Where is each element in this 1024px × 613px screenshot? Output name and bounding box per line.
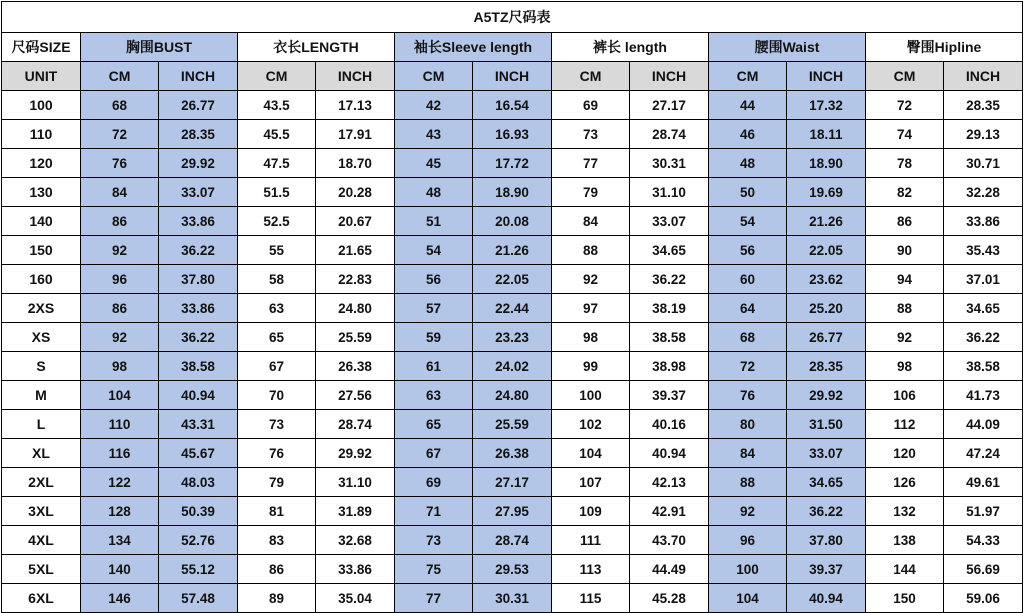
value-cell: 38.58 — [630, 323, 709, 352]
value-cell: 97 — [552, 294, 630, 323]
header-row — [2, 33, 1023, 62]
value-cell: 44.09 — [944, 410, 1023, 439]
value-cell: 150 — [866, 584, 944, 613]
value-cell: 45.28 — [630, 584, 709, 613]
size-cell: 110 — [2, 120, 81, 149]
size-cell: 150 — [2, 236, 81, 265]
value-cell: 79 — [552, 178, 630, 207]
value-cell: 34.65 — [630, 236, 709, 265]
value-cell: 31.10 — [316, 468, 395, 497]
value-cell: 68 — [709, 323, 787, 352]
value-cell: 98 — [552, 323, 630, 352]
value-cell: 45.67 — [159, 439, 238, 468]
value-cell: 45 — [395, 149, 473, 178]
size-header: 尺码SIZE — [2, 33, 81, 62]
value-cell: 22.83 — [316, 265, 395, 294]
title-row — [2, 2, 1023, 33]
size-cell: 100 — [2, 91, 81, 120]
value-cell: 140 — [81, 555, 159, 584]
value-cell: 52.76 — [159, 526, 238, 555]
value-cell: 138 — [866, 526, 944, 555]
value-cell: 38.58 — [159, 352, 238, 381]
value-cell: 86 — [238, 555, 316, 584]
value-cell: 19.69 — [787, 178, 866, 207]
value-cell: 31.50 — [787, 410, 866, 439]
value-cell: 110 — [81, 410, 159, 439]
value-cell: 90 — [866, 236, 944, 265]
unit-inch: INCH — [159, 62, 238, 91]
value-cell: 126 — [866, 468, 944, 497]
value-cell: 40.94 — [787, 584, 866, 613]
value-cell: 44 — [709, 91, 787, 120]
value-cell: 49.61 — [944, 468, 1023, 497]
value-cell: 84 — [709, 439, 787, 468]
value-cell: 37.80 — [787, 526, 866, 555]
value-cell: 88 — [552, 236, 630, 265]
value-cell: 33.86 — [159, 294, 238, 323]
table-row — [2, 294, 1023, 323]
value-cell: 70 — [238, 381, 316, 410]
value-cell: 48.03 — [159, 468, 238, 497]
value-cell: 92 — [709, 497, 787, 526]
table-row — [2, 236, 1023, 265]
value-cell: 76 — [238, 439, 316, 468]
value-cell: 74 — [866, 120, 944, 149]
value-cell: 64 — [709, 294, 787, 323]
value-cell: 78 — [866, 149, 944, 178]
value-cell: 33.07 — [787, 439, 866, 468]
value-cell: 72 — [866, 91, 944, 120]
value-cell: 29.13 — [944, 120, 1023, 149]
unit-cm: CM — [238, 62, 316, 91]
value-cell: 52.5 — [238, 207, 316, 236]
size-cell: 2XS — [2, 294, 81, 323]
table-row — [2, 468, 1023, 497]
value-cell: 89 — [238, 584, 316, 613]
value-cell: 23.23 — [473, 323, 552, 352]
value-cell: 17.13 — [316, 91, 395, 120]
table-row — [2, 323, 1023, 352]
value-cell: 56.69 — [944, 555, 1023, 584]
value-cell: 92 — [552, 265, 630, 294]
unit-cm: CM — [395, 62, 473, 91]
table-row — [2, 120, 1023, 149]
value-cell: 92 — [81, 236, 159, 265]
value-cell: 98 — [81, 352, 159, 381]
size-cell: XL — [2, 439, 81, 468]
value-cell: 40.94 — [630, 439, 709, 468]
value-cell: 31.10 — [630, 178, 709, 207]
size-cell: 2XL — [2, 468, 81, 497]
value-cell: 20.28 — [316, 178, 395, 207]
value-cell: 18.90 — [787, 149, 866, 178]
value-cell: 23.62 — [787, 265, 866, 294]
group-header: 胸围BUST — [81, 33, 238, 62]
value-cell: 104 — [81, 381, 159, 410]
value-cell: 24.80 — [473, 381, 552, 410]
value-cell: 27.17 — [473, 468, 552, 497]
table-row — [2, 497, 1023, 526]
value-cell: 24.02 — [473, 352, 552, 381]
value-cell: 81 — [238, 497, 316, 526]
value-cell: 113 — [552, 555, 630, 584]
value-cell: 77 — [395, 584, 473, 613]
value-cell: 29.92 — [159, 149, 238, 178]
value-cell: 94 — [866, 265, 944, 294]
value-cell: 109 — [552, 497, 630, 526]
value-cell: 27.17 — [630, 91, 709, 120]
unit-cm: CM — [81, 62, 159, 91]
value-cell: 67 — [395, 439, 473, 468]
value-cell: 33.86 — [159, 207, 238, 236]
value-cell: 24.80 — [316, 294, 395, 323]
table-row — [2, 555, 1023, 584]
size-chart-table — [1, 1, 1023, 613]
value-cell: 43.70 — [630, 526, 709, 555]
value-cell: 79 — [238, 468, 316, 497]
value-cell: 16.54 — [473, 91, 552, 120]
value-cell: 96 — [81, 265, 159, 294]
value-cell: 86 — [81, 207, 159, 236]
value-cell: 63 — [238, 294, 316, 323]
table-row — [2, 584, 1023, 613]
value-cell: 35.43 — [944, 236, 1023, 265]
value-cell: 58 — [238, 265, 316, 294]
value-cell: 33.07 — [630, 207, 709, 236]
table-row — [2, 381, 1023, 410]
value-cell: 20.67 — [316, 207, 395, 236]
value-cell: 36.22 — [159, 236, 238, 265]
value-cell: 46 — [709, 120, 787, 149]
value-cell: 107 — [552, 468, 630, 497]
value-cell: 55 — [238, 236, 316, 265]
value-cell: 37.01 — [944, 265, 1023, 294]
value-cell: 28.74 — [473, 526, 552, 555]
value-cell: 86 — [81, 294, 159, 323]
value-cell: 44.49 — [630, 555, 709, 584]
value-cell: 33.07 — [159, 178, 238, 207]
value-cell: 34.65 — [944, 294, 1023, 323]
value-cell: 116 — [81, 439, 159, 468]
value-cell: 57 — [395, 294, 473, 323]
table-row — [2, 439, 1023, 468]
value-cell: 115 — [552, 584, 630, 613]
size-cell: S — [2, 352, 81, 381]
value-cell: 37.80 — [159, 265, 238, 294]
value-cell: 72 — [709, 352, 787, 381]
unit-inch: INCH — [787, 62, 866, 91]
value-cell: 75 — [395, 555, 473, 584]
value-cell: 144 — [866, 555, 944, 584]
value-cell: 38.98 — [630, 352, 709, 381]
value-cell: 63 — [395, 381, 473, 410]
value-cell: 27.95 — [473, 497, 552, 526]
value-cell: 72 — [81, 120, 159, 149]
value-cell: 120 — [866, 439, 944, 468]
value-cell: 16.93 — [473, 120, 552, 149]
value-cell: 42.13 — [630, 468, 709, 497]
value-cell: 32.28 — [944, 178, 1023, 207]
value-cell: 92 — [866, 323, 944, 352]
size-cell: 130 — [2, 178, 81, 207]
group-header: 臀围Hipline — [866, 33, 1023, 62]
value-cell: 54.33 — [944, 526, 1023, 555]
value-cell: 65 — [238, 323, 316, 352]
value-cell: 51.97 — [944, 497, 1023, 526]
value-cell: 98 — [866, 352, 944, 381]
value-cell: 30.31 — [473, 584, 552, 613]
value-cell: 73 — [552, 120, 630, 149]
value-cell: 47.5 — [238, 149, 316, 178]
value-cell: 88 — [866, 294, 944, 323]
value-cell: 34.65 — [787, 468, 866, 497]
size-cell: XS — [2, 323, 81, 352]
value-cell: 51 — [395, 207, 473, 236]
value-cell: 31.89 — [316, 497, 395, 526]
value-cell: 36.22 — [630, 265, 709, 294]
table-row — [2, 410, 1023, 439]
value-cell: 28.74 — [316, 410, 395, 439]
value-cell: 39.37 — [630, 381, 709, 410]
chart-title: A5TZ尺码表 — [2, 2, 1023, 33]
value-cell: 76 — [709, 381, 787, 410]
value-cell: 104 — [552, 439, 630, 468]
value-cell: 111 — [552, 526, 630, 555]
value-cell: 36.22 — [159, 323, 238, 352]
value-cell: 29.53 — [473, 555, 552, 584]
value-cell: 96 — [709, 526, 787, 555]
value-cell: 25.59 — [473, 410, 552, 439]
value-cell: 65 — [395, 410, 473, 439]
value-cell: 86 — [866, 207, 944, 236]
value-cell: 73 — [238, 410, 316, 439]
value-cell: 92 — [81, 323, 159, 352]
group-header: 袖长Sleeve length — [395, 33, 552, 62]
value-cell: 33.86 — [944, 207, 1023, 236]
value-cell: 88 — [709, 468, 787, 497]
value-cell: 100 — [552, 381, 630, 410]
value-cell: 84 — [81, 178, 159, 207]
unit-cm: CM — [709, 62, 787, 91]
value-cell: 17.91 — [316, 120, 395, 149]
value-cell: 28.35 — [944, 91, 1023, 120]
value-cell: 82 — [866, 178, 944, 207]
value-cell: 32.68 — [316, 526, 395, 555]
value-cell: 43 — [395, 120, 473, 149]
group-header: 衣长LENGTH — [238, 33, 395, 62]
value-cell: 50.39 — [159, 497, 238, 526]
value-cell: 17.32 — [787, 91, 866, 120]
group-header: 裤长 length — [552, 33, 709, 62]
value-cell: 22.05 — [473, 265, 552, 294]
value-cell: 26.77 — [787, 323, 866, 352]
size-cell: M — [2, 381, 81, 410]
value-cell: 84 — [552, 207, 630, 236]
value-cell: 43.31 — [159, 410, 238, 439]
table-row — [2, 352, 1023, 381]
value-cell: 28.35 — [787, 352, 866, 381]
value-cell: 22.44 — [473, 294, 552, 323]
size-cell: 140 — [2, 207, 81, 236]
table-row — [2, 265, 1023, 294]
table-row — [2, 91, 1023, 120]
value-cell: 26.38 — [473, 439, 552, 468]
table-row — [2, 178, 1023, 207]
value-cell: 25.59 — [316, 323, 395, 352]
value-cell: 30.71 — [944, 149, 1023, 178]
unit-cm: CM — [866, 62, 944, 91]
value-cell: 38.19 — [630, 294, 709, 323]
value-cell: 40.94 — [159, 381, 238, 410]
value-cell: 51.5 — [238, 178, 316, 207]
value-cell: 80 — [709, 410, 787, 439]
value-cell: 33.86 — [316, 555, 395, 584]
value-cell: 20.08 — [473, 207, 552, 236]
size-cell: 6XL — [2, 584, 81, 613]
value-cell: 54 — [709, 207, 787, 236]
table-row — [2, 207, 1023, 236]
value-cell: 18.11 — [787, 120, 866, 149]
value-cell: 56 — [395, 265, 473, 294]
value-cell: 27.56 — [316, 381, 395, 410]
value-cell: 38.58 — [944, 352, 1023, 381]
value-cell: 22.05 — [787, 236, 866, 265]
value-cell: 132 — [866, 497, 944, 526]
group-header: 腰围Waist — [709, 33, 866, 62]
value-cell: 45.5 — [238, 120, 316, 149]
value-cell: 146 — [81, 584, 159, 613]
value-cell: 48 — [395, 178, 473, 207]
value-cell: 104 — [709, 584, 787, 613]
unit-cm: CM — [552, 62, 630, 91]
value-cell: 61 — [395, 352, 473, 381]
value-cell: 26.38 — [316, 352, 395, 381]
table-row — [2, 526, 1023, 555]
value-cell: 28.35 — [159, 120, 238, 149]
value-cell: 69 — [395, 468, 473, 497]
size-cell: 120 — [2, 149, 81, 178]
unit-inch: INCH — [473, 62, 552, 91]
value-cell: 41.73 — [944, 381, 1023, 410]
unit-inch: INCH — [944, 62, 1023, 91]
value-cell: 26.77 — [159, 91, 238, 120]
value-cell: 43.5 — [238, 91, 316, 120]
value-cell: 60 — [709, 265, 787, 294]
size-cell: 4XL — [2, 526, 81, 555]
unit-inch: INCH — [316, 62, 395, 91]
value-cell: 59.06 — [944, 584, 1023, 613]
value-cell: 50 — [709, 178, 787, 207]
size-cell: L — [2, 410, 81, 439]
value-cell: 42 — [395, 91, 473, 120]
size-cell: 3XL — [2, 497, 81, 526]
value-cell: 69 — [552, 91, 630, 120]
value-cell: 100 — [709, 555, 787, 584]
value-cell: 68 — [81, 91, 159, 120]
value-cell: 59 — [395, 323, 473, 352]
value-cell: 36.22 — [944, 323, 1023, 352]
value-cell: 40.16 — [630, 410, 709, 439]
value-cell: 35.04 — [316, 584, 395, 613]
value-cell: 73 — [395, 526, 473, 555]
value-cell: 122 — [81, 468, 159, 497]
value-cell: 54 — [395, 236, 473, 265]
size-cell: 5XL — [2, 555, 81, 584]
value-cell: 48 — [709, 149, 787, 178]
value-cell: 128 — [81, 497, 159, 526]
value-cell: 76 — [81, 149, 159, 178]
value-cell: 39.37 — [787, 555, 866, 584]
value-cell: 134 — [81, 526, 159, 555]
value-cell: 21.65 — [316, 236, 395, 265]
value-cell: 21.26 — [787, 207, 866, 236]
value-cell: 18.70 — [316, 149, 395, 178]
unit-label: UNIT — [2, 62, 81, 91]
value-cell: 30.31 — [630, 149, 709, 178]
value-cell: 47.24 — [944, 439, 1023, 468]
value-cell: 112 — [866, 410, 944, 439]
value-cell: 57.48 — [159, 584, 238, 613]
value-cell: 36.22 — [787, 497, 866, 526]
value-cell: 28.74 — [630, 120, 709, 149]
value-cell: 56 — [709, 236, 787, 265]
value-cell: 83 — [238, 526, 316, 555]
table-row — [2, 149, 1023, 178]
unit-inch: INCH — [630, 62, 709, 91]
value-cell: 67 — [238, 352, 316, 381]
value-cell: 21.26 — [473, 236, 552, 265]
value-cell: 71 — [395, 497, 473, 526]
size-cell: 160 — [2, 265, 81, 294]
unit-row — [2, 62, 1023, 91]
value-cell: 55.12 — [159, 555, 238, 584]
value-cell: 102 — [552, 410, 630, 439]
value-cell: 106 — [866, 381, 944, 410]
value-cell: 42.91 — [630, 497, 709, 526]
value-cell: 29.92 — [787, 381, 866, 410]
value-cell: 18.90 — [473, 178, 552, 207]
value-cell: 99 — [552, 352, 630, 381]
value-cell: 77 — [552, 149, 630, 178]
value-cell: 25.20 — [787, 294, 866, 323]
value-cell: 29.92 — [316, 439, 395, 468]
value-cell: 17.72 — [473, 149, 552, 178]
